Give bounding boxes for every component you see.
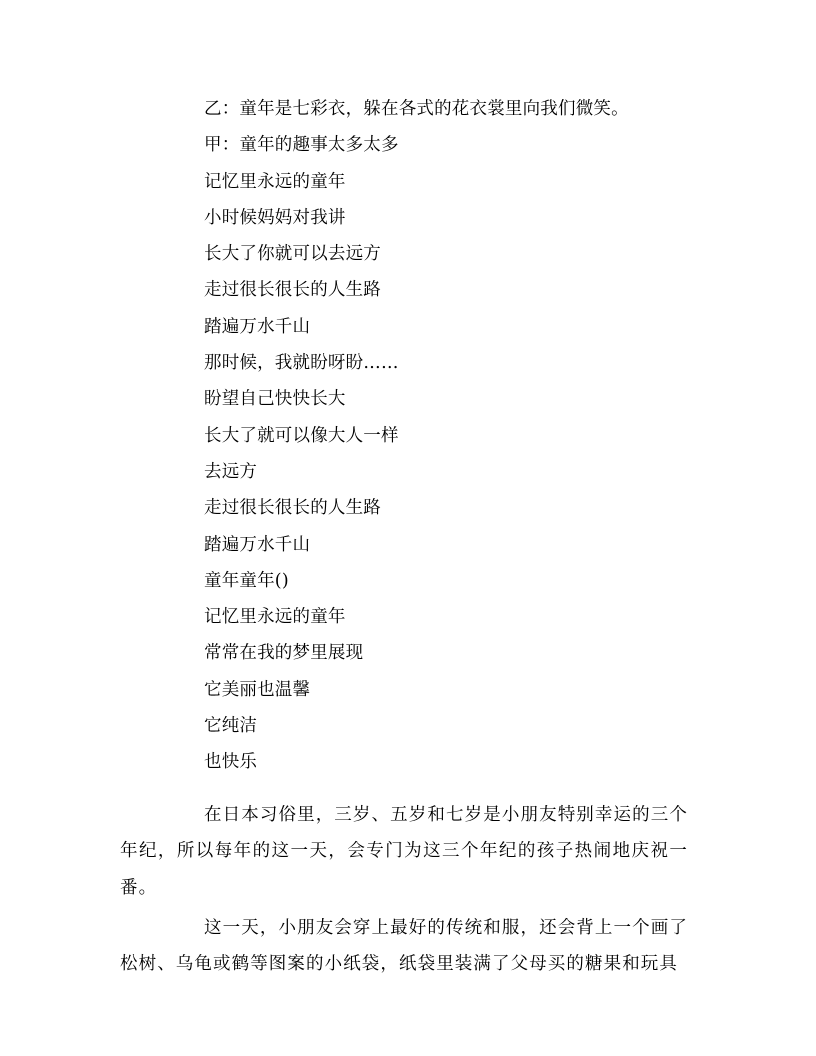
body-paragraph-1: 在日本习俗里，三岁、五岁和七岁是小朋友特别幸运的三个年纪，所以每年的这一天，会专门为这三个年纪的孩子热闹地庆祝一番。 <box>120 804 688 898</box>
verse-line: 走过很长很长的人生路 <box>204 280 381 301</box>
verse-line: 童年童年() <box>204 570 289 591</box>
verse-line: 它美丽也温馨 <box>204 679 311 700</box>
verse-line: 也快乐 <box>204 752 258 773</box>
verse-line: 小时候妈妈对我讲 <box>204 207 346 228</box>
verse-line: 常常在我的梦里展现 <box>204 643 364 664</box>
verse-line: 甲：童年的趣事太多太多 <box>204 135 399 156</box>
verse-line: 乙：童年是七彩衣，躲在各式的花衣裳里向我们微笑。 <box>204 99 629 119</box>
verse-line: 记忆里永远的童年 <box>204 607 346 628</box>
verse-line: 长大了就可以像大人一样 <box>204 425 399 446</box>
verse-line: 记忆里永远的童年 <box>204 171 346 192</box>
verse-line: 踏遍万水千山 <box>204 534 311 555</box>
verse-line: 踏遍万水千山 <box>204 316 311 337</box>
verse-line: 它纯洁 <box>204 716 258 737</box>
verse-line: 去远方 <box>204 461 258 482</box>
verse-line: 那时候，我就盼呀盼…… <box>204 353 399 374</box>
body-paragraph-2: 这一天，小朋友会穿上最好的传统和服，还会背上一个画了松树、乌龟或鹤等图案的小纸袋，纸袋里装满了父母买的糖果和玩具 <box>120 917 688 974</box>
verse-lines <box>204 91 704 781</box>
verse-line: 长大了你就可以去远方 <box>204 244 381 265</box>
verse-line: 走过很长很长的人生路 <box>204 498 381 519</box>
verse-line: 盼望自己快快长大 <box>204 389 346 410</box>
